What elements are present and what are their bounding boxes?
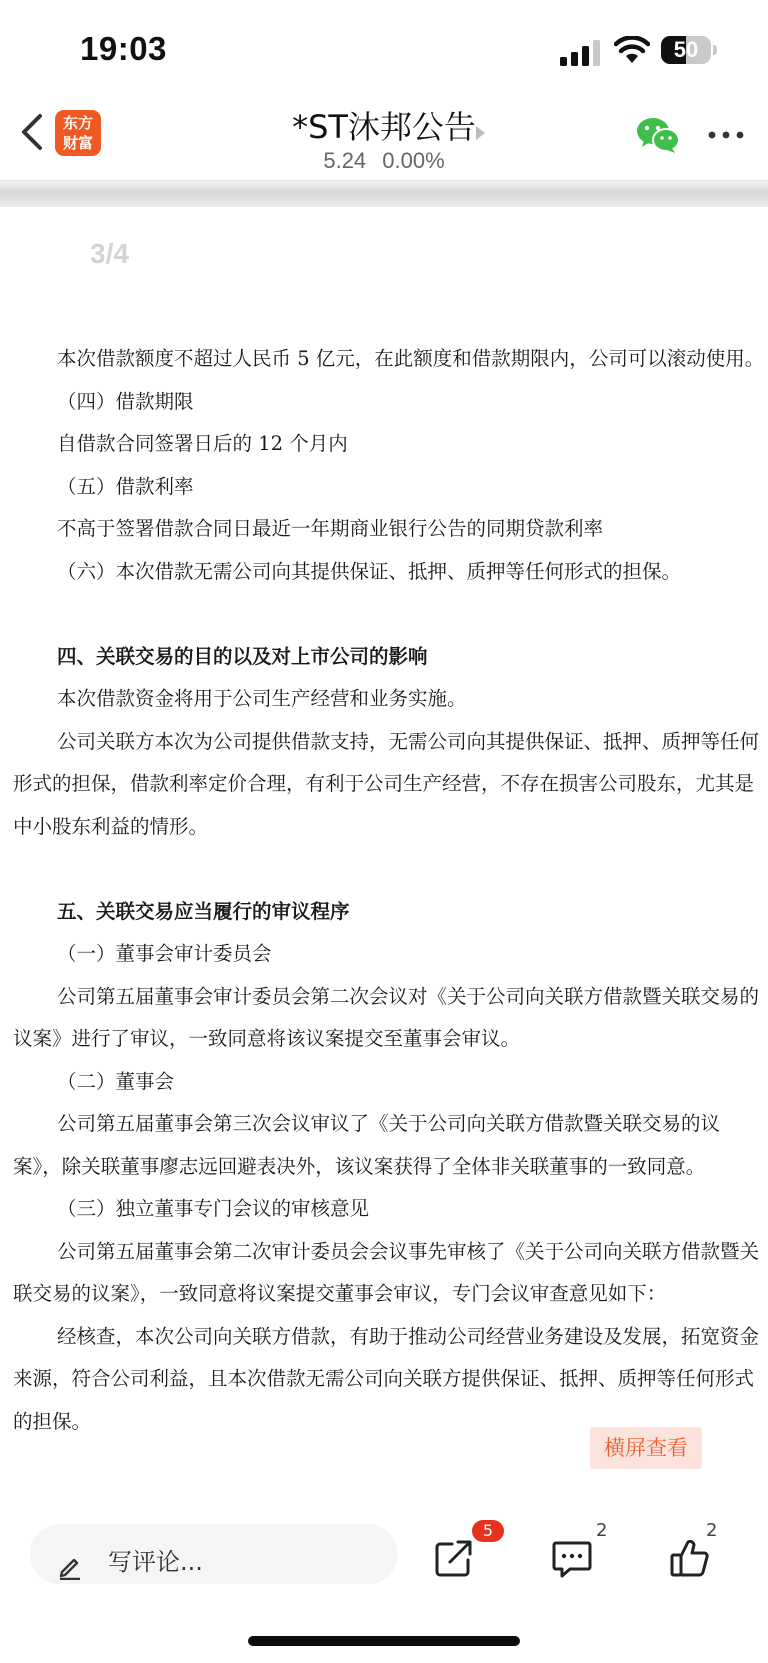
doc-paragraph: 不高于签署借款合同日最近一年期商业银行公告的同期贷款利率 [57,517,604,540]
battery-level: 50 [673,37,699,62]
comment-input[interactable] [30,1524,398,1584]
comment-placeholder[interactable]: 写评论... [108,1548,203,1576]
doc-paragraph: 公司第五届董事会审计委员会第二次会议对《关于公司向关联方借款暨关联交易的议案》进行了审议，一致同意将该议案提交至董事会审议。 [13,984,760,1050]
stock-quote: 5.24 0.00% [323,148,445,173]
doc-subheading: （二）董事会 [57,1069,175,1093]
title-caret-icon [476,126,485,140]
comment-icon[interactable] [550,1536,594,1580]
announcement-document[interactable] [13,338,766,1490]
doc-paragraph: 本次借款额度不超过人民币 5 亿元，在此额度和借款期限内，公司可以滚动使用。 [57,347,765,370]
wechat-share-icon[interactable] [636,116,680,154]
doc-subheading: （一）董事会审计委员会 [57,942,272,965]
logo-text-top: 东方 [62,114,93,132]
share-count-badge: 5 [472,1520,504,1542]
more-options-icon[interactable] [706,128,746,142]
status-bar [0,0,768,96]
doc-paragraph: 公司第五届董事会第三次会议审议了《关于公司向关联方借款暨关联交易的议案》，除关联董事廖志远回避表决外，该议案获得了全体非关联董事的一致同意。 [13,1112,721,1178]
status-time: 19:03 [80,30,167,67]
doc-paragraph: 本次借款资金将用于公司生产经营和业务实施。 [57,687,467,710]
doc-section-heading: 五、关联交易应当履行的审议程序 [57,899,350,923]
thumbs-up-icon[interactable] [668,1536,712,1580]
doc-subheading: （四）借款期限 [57,389,194,413]
doc-subheading: （三）独立董事专门会议的审核意见 [57,1197,370,1220]
doc-paragraph: （六）本次借款无需公司向其提供保证、抵押、质押等任何形式的担保。 [57,559,682,583]
pen-icon [56,1552,84,1580]
app-header [0,96,768,180]
doc-paragraph: 自借款合同签署日后的 12 个月内 [57,432,348,455]
cellular-signal-icon [560,40,604,66]
home-indicator[interactable] [248,1636,520,1646]
page-indicator: 3/4 [90,238,129,269]
wifi-icon [614,36,650,64]
page-title[interactable]: *ST沐邦公告 [292,108,476,146]
share-icon[interactable] [432,1536,476,1580]
doc-section-heading: 四、关联交易的目的以及对上市公司的影响 [57,644,428,668]
doc-paragraph: 经核查，本次公司向关联方借款，有助于推动公司经营业务建设及发展，拓宽资金来源，符合公司利益，且本次借款无需公司向关联方提供保证、抵押、质押等任何形式的担保。 [13,1324,760,1433]
like-count: 2 [706,1520,718,1541]
doc-paragraph: 公司第五届董事会第二次审计委员会会议事先审核了《关于公司向关联方借款暨关联交易的议案》，一致同意将议案提交董事会审议，专门会议审查意见如下： [13,1239,760,1305]
landscape-view-button[interactable]: 横屏查看 [590,1427,702,1469]
header-divider [0,180,768,207]
doc-subheading: （五）借款利率 [57,474,194,498]
doc-paragraph: 公司关联方本次为公司提供借款支持，无需公司向其提供保证、抵押、质押等任何形式的担保，借款利率定价合理，有利于公司生产经营，不存在损害公司股东，尤其是中小股东利益的情形。 [13,729,760,838]
battery-icon [661,36,719,66]
logo-text-bottom: 财富 [62,134,93,152]
comment-count: 2 [596,1520,608,1541]
